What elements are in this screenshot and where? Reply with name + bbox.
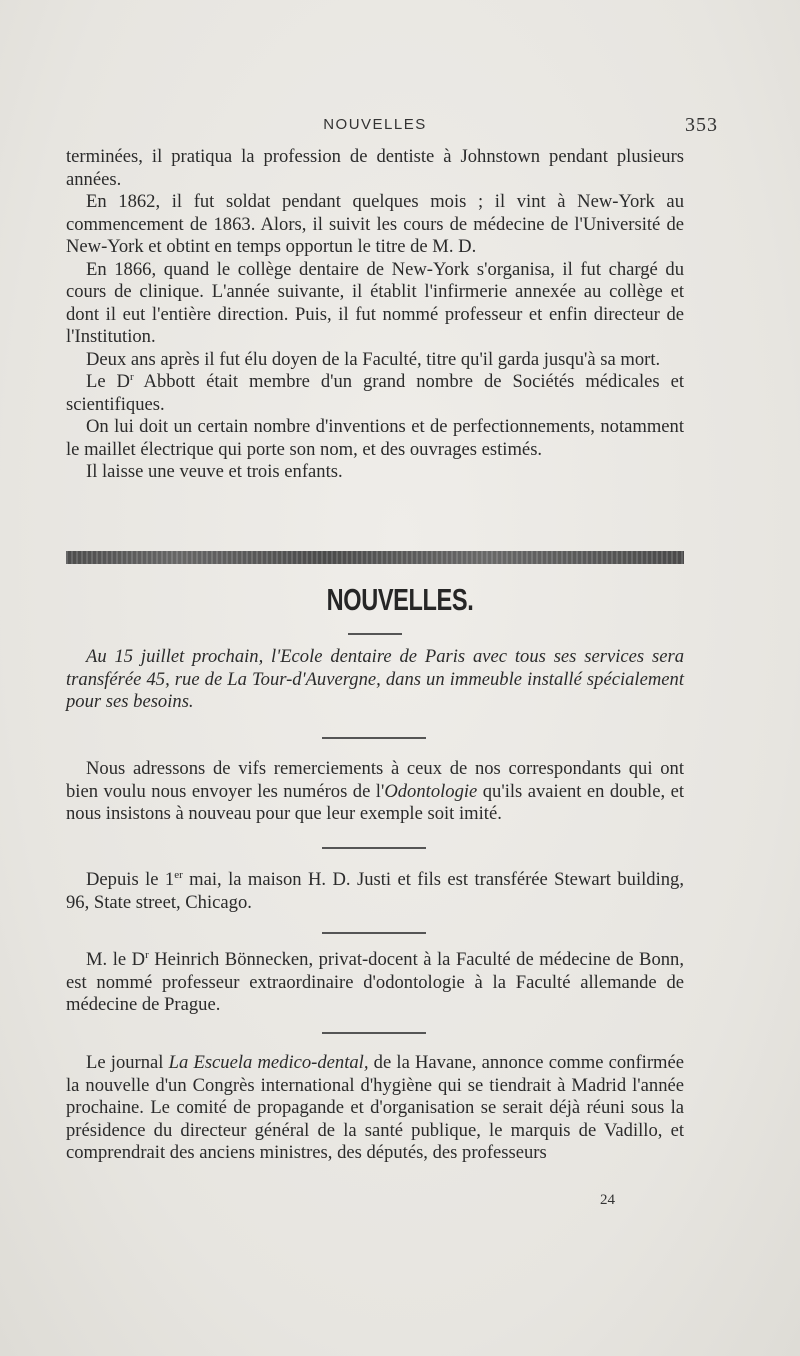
italic-text: La Escuela medico-dental, — [168, 1052, 369, 1073]
paragraph — [66, 1052, 684, 1165]
paragraph: En 1862, il fut soldat pendant quelques mois ; il vint à New-York au commencement de 1863. Alors, il suivit les cours de médecine de l'Université de New-York et obtint en temps opportun le titre de M. D. — [66, 191, 684, 257]
text-fragment: Nous adressons de vifs remerciements à ceux de nos correspondants qui ont bien voulu nous envoyer les numéros de l' — [66, 758, 684, 802]
page-number: 353 — [685, 114, 718, 136]
news-item — [66, 1052, 684, 1165]
paragraph: Au 15 juillet prochain, l'Ecole dentaire de Paris avec tous ses services sera transférée 45, rue de La Tour-d'Auvergne, dans un immeuble installé spécialement pour ses besoins. — [66, 646, 684, 712]
paragraph — [66, 371, 684, 416]
paragraph — [66, 869, 684, 914]
section-heading: NOUVELLES. — [326, 582, 474, 617]
paragraph: On lui doit un certain nombre d'inventions et de perfectionnements, notamment le maillet électrique qui porte son nom, et des ouvrages estimés. — [66, 416, 684, 460]
superscript: r — [129, 370, 134, 383]
separator-rule — [322, 1032, 426, 1034]
paragraph — [66, 758, 684, 826]
paragraph: terminées, il pratiqua la profession de dentiste à Johnstown pendant plusieurs années. — [66, 146, 684, 190]
separator-rule — [322, 932, 426, 934]
paragraph — [66, 949, 684, 1017]
text-fragment: Abbott était membre d'un grand nombre de Sociétés médicales et scientifiques. — [66, 371, 685, 415]
obituary-continuation — [66, 146, 684, 484]
signature-number: 24 — [600, 1192, 615, 1208]
news-item — [66, 646, 684, 714]
paragraph: En 1866, quand le collège dentaire de New-York s'organisa, il fut chargé du cours de clinique. L'année suivante, il établit l'infirmerie annexée au collège et dont il eut l'entière direction. Puis, il fut nommé professeur et enfin directeur de l'Institution. — [66, 258, 684, 347]
separator-rule — [322, 847, 426, 849]
decorative-band — [66, 551, 684, 564]
text-fragment: Heinrich Bönnecken, privat-docent à la Faculté de médecine de Bonn, est nommé professeur extraordinaire d'odontologie à la Faculté allemande de médecine de Prague. — [66, 949, 684, 1015]
text-fragment: Depuis le 1 — [86, 869, 175, 890]
superscript: r — [145, 948, 149, 961]
news-item — [66, 949, 684, 1017]
italic-text: Odontologie — [384, 780, 478, 802]
separator-rule — [322, 737, 426, 739]
running-title: NOUVELLES — [323, 116, 427, 133]
text-fragment: Le journal — [86, 1052, 169, 1073]
superscript: er — [174, 868, 183, 881]
news-item — [66, 869, 684, 914]
paragraph: Il laisse une veuve et trois enfants. — [86, 461, 343, 482]
heading-rule — [348, 633, 402, 635]
text-fragment: M. le D — [86, 949, 146, 970]
text-fragment: de la Havane, annonce comme confirmée la nouvelle d'un Congrès international d'hygiène qui se tiendrait à Madrid l'année prochaine. Le comité de propagande et d'organisation se serait déjà réuni sous la présidence du directeur général de la santé publique, le marquis de Vadillo, et comprendrait des anciens ministres, des députés, des professeurs — [66, 1052, 684, 1163]
text-fragment: Le D — [86, 371, 130, 392]
running-head — [66, 114, 718, 140]
text-fragment: qu'ils avaient en double, et nous insistons à nouveau pour que leur exemple soit imité. — [66, 780, 684, 824]
paragraph: Deux ans après il fut élu doyen de la Faculté, titre qu'il garda jusqu'à sa mort. — [86, 348, 661, 370]
news-item — [66, 758, 684, 826]
text-fragment: mai, la maison H. D. Justi et fils est transférée Stewart building, 96, State street, Chicago. — [66, 869, 684, 913]
